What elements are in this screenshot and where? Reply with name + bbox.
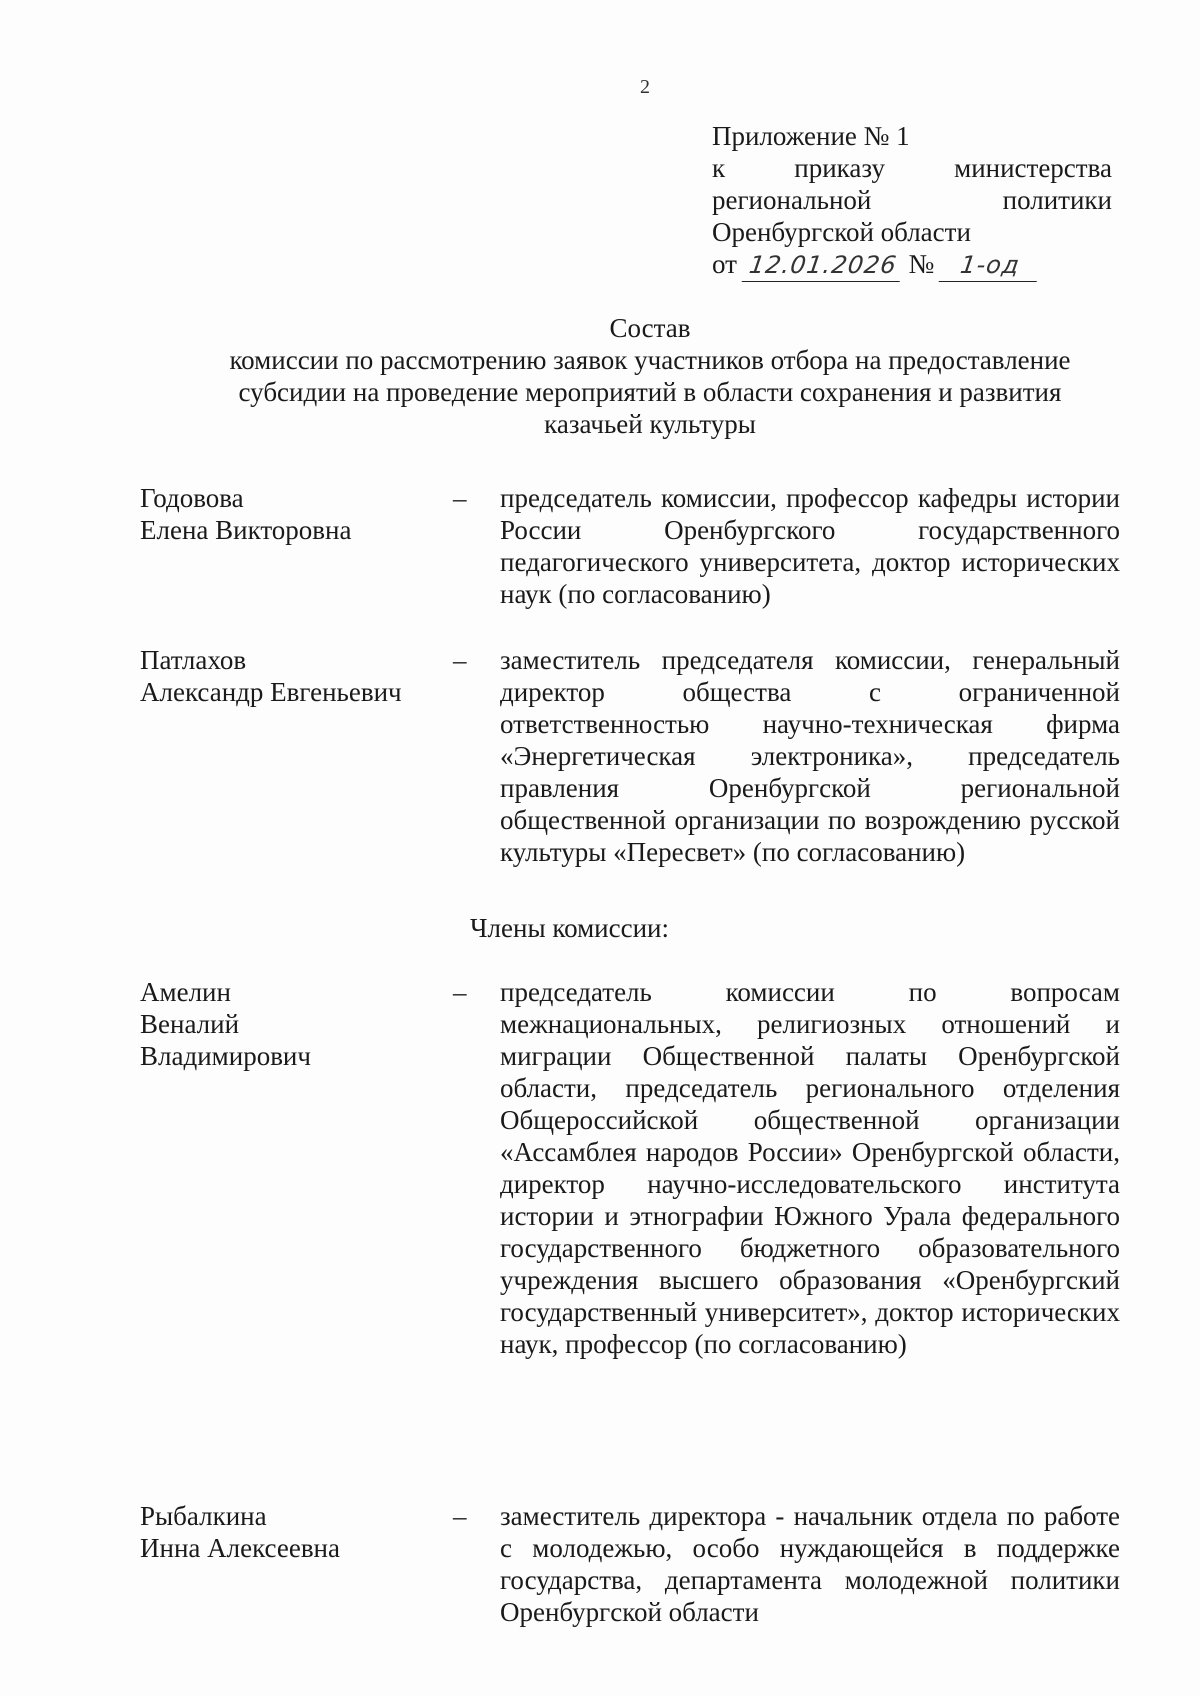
page-number: 2 (640, 76, 650, 98)
appendix-date-line: от 12.01.2026 № 1-од (712, 248, 1112, 282)
member-description: заместитель директора - начальник отдела по работе с молодежью, особо нуждающейся в поддержке государства, департамента молодежной политики Оренбургской области (500, 1501, 1120, 1627)
appendix-title: Приложение № 1 (712, 121, 910, 151)
member-name: Рыбалкина Инна Алексеевна (140, 1501, 340, 1563)
member-name: Амелин Веналий Владимирович (140, 977, 311, 1071)
member-description: председатель комиссии по вопросам межнациональных, религиозных отношений и миграции Общественной палаты Оренбургской области, председатель регионального отделения Общероссийской общественной организации «Ассамблея народов России» Оренбургской области, директор научно-исследовательского института истории и этнографии Южного Урала федерального государственного бюджетного образовательного учреждения высшего образования «Оренбургский государственный университет», доктор исторических наук, профессор (по согласованию) (500, 977, 1120, 1359)
member-description: заместитель председателя комиссии, генеральный директор общества с ограниченной ответственностью научно-техническая фирма «Энергетическая электроника», председатель правления Оренбургской региональной общественной организации по возрождению русской культуры «Пересвет» (по согласованию) (500, 645, 1120, 867)
member-name: Годовова Елена Викторовна (140, 483, 352, 545)
document-title (150, 312, 1150, 440)
member-name: Патлахов Александр Евгеньевич (140, 645, 402, 707)
title-line-1: комиссии по рассмотрению заявок участников отбора на предоставление (229, 345, 1071, 375)
appendix-region: Оренбургской области (712, 217, 971, 247)
appendix-ministry-line: региональной политики (712, 185, 1112, 215)
dash: – (453, 645, 467, 675)
member-description: председатель комиссии, профессор кафедры истории России Оренбургского государственного педагогического университета, доктор исторических наук (по согласованию) (500, 483, 1120, 609)
appendix-order-line: к приказу министерства (712, 153, 1112, 183)
title-line-3: казачьей культуры (544, 409, 756, 439)
dash: – (453, 1501, 467, 1531)
title-heading: Состав (609, 313, 691, 343)
appendix-header (712, 120, 1112, 282)
dash: – (453, 977, 467, 1007)
members-heading: Члены комиссии: (470, 913, 669, 943)
dash: – (453, 483, 467, 513)
title-line-2: субсидии на проведение мероприятий в области сохранения и развития (238, 377, 1062, 407)
handwritten-number: 1-од (939, 249, 1042, 282)
handwritten-date: 12.01.2026 (741, 249, 904, 282)
